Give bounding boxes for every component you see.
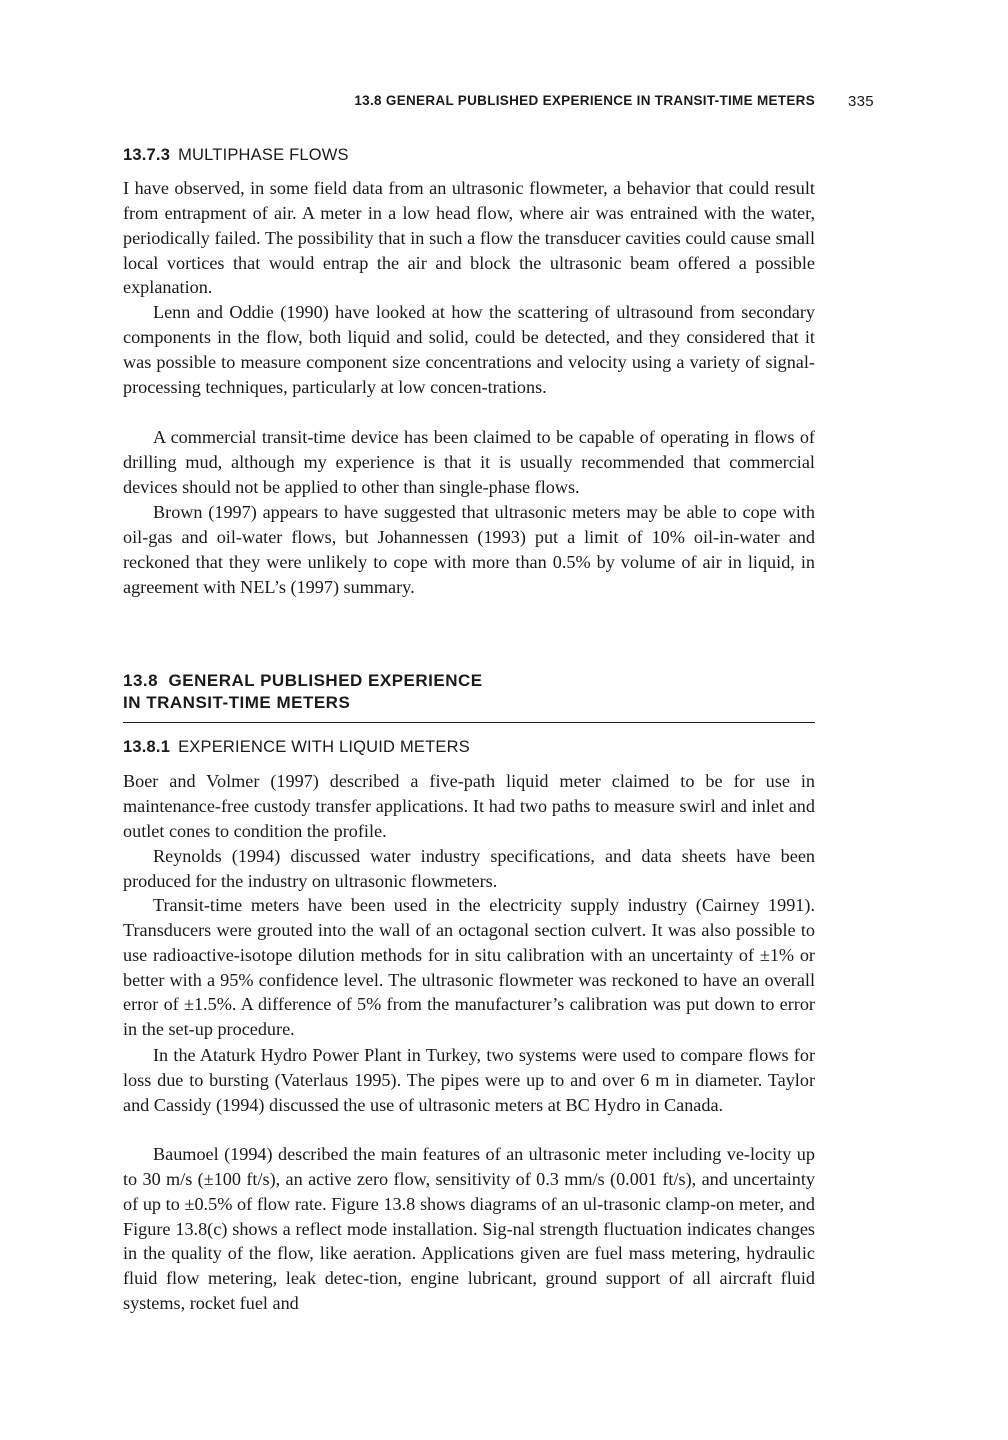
paragraph: Transit-time meters have been used in the electricity supply industry (Cairney 1991). Transducers were grouted into the wall of an octagonal section culvert. It was also possible to use radioactive-isotope dilution methods for in situ calibration with an uncertainty of ±1% or better with a 95% confidence level. The ultrasonic flowmeter was reckoned to have an overall error of ±1.5%. A difference of 5% from the manufacturer’s calibration was put down to error in the set-up procedure. (123, 895, 815, 1040)
subsection-heading-13-7-3 (123, 146, 349, 165)
subsection-heading-13-8-1 (123, 738, 470, 757)
section-heading-13-8 (123, 670, 815, 714)
page-number: 335 (848, 93, 874, 110)
running-head-title: 13.8 GENERAL PUBLISHED EXPERIENCE IN TRANSIT-TIME METERS (354, 93, 815, 108)
section-number: 13.8 (123, 671, 159, 690)
subsection-title: MULTIPHASE FLOWS (178, 146, 349, 164)
paragraph: Boer and Volmer (1997) described a five-path liquid meter claimed to be for use in maintenance-free custody transfer applications. It had two paths to measure swirl and inlet and outlet cones to condition the profile. (123, 771, 815, 841)
paragraph: Reynolds (1994) discussed water industry specifications, and data sheets have been produced for the industry on ultrasonic flowmeters. (123, 846, 815, 891)
section-title-line-2: IN TRANSIT-TIME METERS (123, 693, 351, 712)
subsection-number: 13.7.3 (123, 146, 171, 164)
subsection-title: EXPERIENCE WITH LIQUID METERS (178, 738, 470, 756)
section-rule (123, 722, 815, 723)
paragraph: I have observed, in some field data from an ultrasonic flowmeter, a behavior that could result from entrapment of air. A meter in a low head flow, where air was entrained with the water, periodically failed. The possibility that in such a flow the transducer cavities could cause small local vortices that would entrap the air and block the ultrasonic beam offered a possible explanation. (123, 178, 815, 298)
running-head (123, 93, 874, 113)
paragraph: Brown (1997) appears to have suggested that ultrasonic meters may be able to cope with oil-gas and oil-water flows, but Johannessen (1993) put a limit of 10% oil-in-water and reckoned that they were unlikely to cope with more than 0.5% by volume of air in liquid, in agreement with NEL’s (1997) summary. (123, 502, 815, 597)
paragraph: In the Ataturk Hydro Power Plant in Turkey, two systems were used to compare flows for loss due to bursting (Vaterlaus 1995). The pipes were up to and over 6 m in diameter. Taylor and Cassidy (1994) discussed the use of ultrasonic meters at BC Hydro in Canada. (123, 1045, 815, 1115)
paragraph: A commercial transit-time device has been claimed to be capable of operating in flows of drilling mud, although my experience is that it is usually recommended that commercial devices should not be applied to other than single-phase flows. (123, 427, 815, 497)
paragraph: Lenn and Oddie (1990) have looked at how the scattering of ultrasound from secondary components in the flow, both liquid and solid, could be detected, and they considered that it was possible to measure component size concentrations and velocity using a variety of signal-processing techniques, particularly at low concen-trations. (123, 302, 815, 397)
paragraph: Baumoel (1994) described the main features of an ultrasonic meter including ve-locity up to 30 m/s (±100 ft/s), an active zero flow, sensitivity of 0.3 mm/s (0.001 ft/s), and uncertainty of up to ±0.5% of flow rate. Figure 13.8 shows diagrams of an ul-trasonic clamp-on meter, and Figure 13.8(c) shows a reflect mode installation. Sig-nal strength fluctuation indicates changes in the quality of the flow, like aeration. Applications given are fuel mass metering, hydraulic fluid flow metering, leak detec-tion, engine lubricant, ground support of all aircraft fluid systems, rocket fuel and (123, 1144, 815, 1314)
section-heading-line-1 (123, 670, 815, 692)
subsection-number: 13.8.1 (123, 738, 171, 756)
section-title-line-1: GENERAL PUBLISHED EXPERIENCE (168, 671, 483, 690)
